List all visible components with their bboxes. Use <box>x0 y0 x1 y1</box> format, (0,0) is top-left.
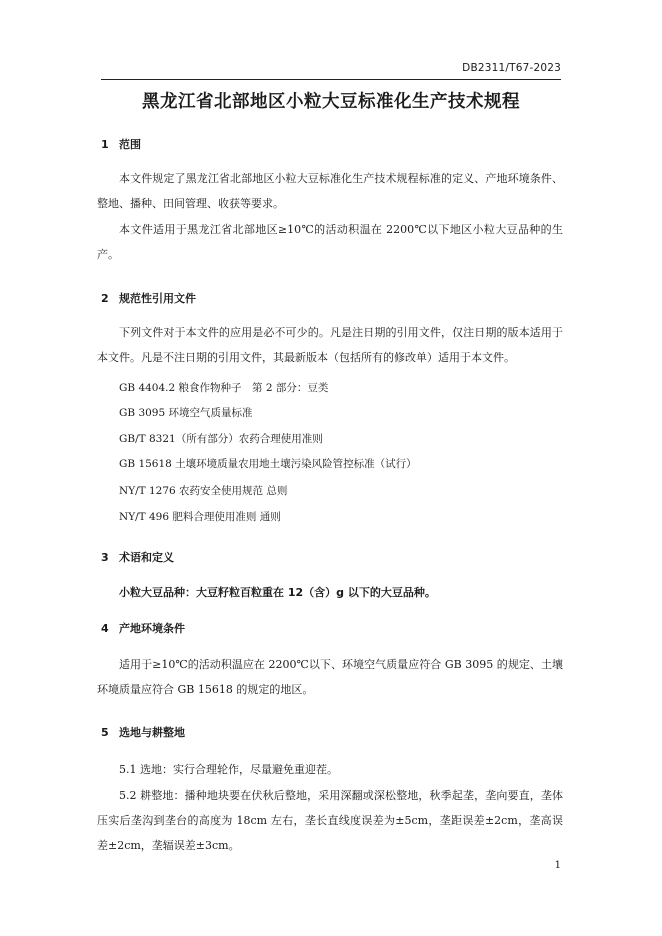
reference-item: NY/T 496 肥料合理使用准则 通则 <box>119 511 281 523</box>
section-4-heading <box>101 620 185 636</box>
section-5-heading <box>101 724 185 740</box>
section-1-heading <box>101 136 141 152</box>
section-5-number: 5 <box>101 726 109 739</box>
section-3-heading <box>101 549 174 565</box>
reference-item: GB 15618 土壤环境质量农用地土壤污染风险管控标准（试行） <box>119 458 417 470</box>
reference-item: GB 3095 环境空气质量标准 <box>119 407 253 419</box>
clause-5-2: 5.2 耕整地：播种地块要在伏秋后整地，采用深翻或深松整地，秋季起垄，垄向要直，垄体压实后垄沟到垄台的高度为 18cm 左右，垄长直线度误差为±5cm，垄距误差±2cm，垄高误差±2cm，垄辐误差±3cm。 <box>97 789 563 852</box>
section-2-heading <box>101 290 196 306</box>
header-rule <box>101 79 561 80</box>
clause-5-1: 5.1 选地：实行合理轮作，尽量避免重迎茬。 <box>119 763 338 776</box>
doc-code: DB2311/T67-2023 <box>462 62 561 74</box>
page-title: 黑龙江省北部地区小粒大豆标准化生产技术规程 <box>142 92 520 112</box>
term-definition: 小粒大豆品种：大豆籽粒百粒重在 12（含）g 以下的大豆品种。 <box>119 586 436 599</box>
section-1-title: 范围 <box>119 138 141 151</box>
reference-item: NY/T 1276 农药安全使用规范 总则 <box>119 485 288 497</box>
section-1-number: 1 <box>101 138 109 151</box>
reference-item: GB 4404.2 粮食作物种子 第 2 部分：豆类 <box>119 382 329 394</box>
reference-item: GB/T 8321（所有部分）农药合理使用准则 <box>119 433 323 445</box>
section-1-para-1: 本文件规定了黑龙江省北部地区小粒大豆标准化生产技术规程标准的定义、产地环境条件、整地、播种、田间管理、收获等要求。 <box>97 172 563 210</box>
section-2-para-1: 下列文件对于本文件的应用是必不可少的。凡是注日期的引用文件，仅注日期的版本适用于本文件。凡是不注日期的引用文件，其最新版本（包括所有的修改单）适用于本文件。 <box>97 326 563 364</box>
section-3-number: 3 <box>101 551 109 564</box>
section-3-title: 术语和定义 <box>119 551 174 564</box>
section-1-para-2: 本文件适用于黑龙江省北部地区≥10℃的活动积温在 2200℃以下地区小粒大豆品种的生产。 <box>97 223 563 261</box>
section-2-title: 规范性引用文件 <box>119 292 196 305</box>
section-2-number: 2 <box>101 292 109 305</box>
section-4-para-1: 适用于≥10℃的活动积温应在 2200℃以下、环境空气质量应符合 GB 3095 的规定、土壤环境质量应符合 GB 15618 的规定的地区。 <box>97 658 563 696</box>
page-number: 1 <box>554 860 561 871</box>
section-4-number: 4 <box>101 622 109 635</box>
section-4-title: 产地环境条件 <box>119 622 185 635</box>
section-5-title: 选地与耕整地 <box>119 726 185 739</box>
